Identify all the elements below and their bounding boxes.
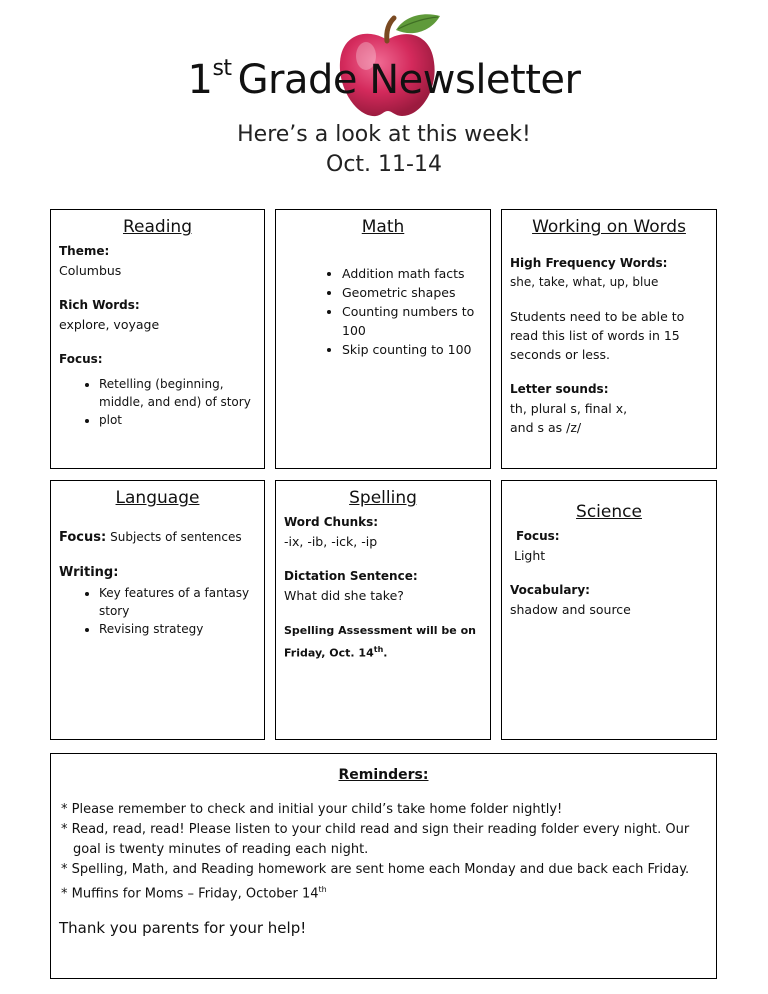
subtitle-line: Here’s a look at this week! <box>237 122 531 147</box>
vocabulary-value: shadow and source <box>510 602 631 617</box>
word-chunks-label: Word Chunks: <box>284 515 379 529</box>
thanks-note: Thank you parents for your help! <box>59 919 307 938</box>
letter-sounds-line: th, plural s, final x, <box>510 401 628 416</box>
spelling-heading: Spelling <box>349 488 417 508</box>
words-note: Students need to be able to read this list of words in 15 seconds or less. <box>510 309 685 362</box>
list-item: • Counting numbers to 100 <box>342 302 478 340</box>
math-box <box>275 209 491 469</box>
science-box <box>501 480 717 740</box>
language-heading: Language <box>115 488 200 508</box>
list-item: • Addition math facts <box>342 264 478 283</box>
assessment-note: Spelling Assessment will be on Friday, Oct. 14th. <box>284 624 476 660</box>
newsletter-title: 1st Grade Newsletter <box>187 56 581 103</box>
writing-label: Writing: <box>59 565 119 580</box>
dictation-label: Dictation Sentence: <box>284 569 418 583</box>
high-frequency-value: she, take, what, up, blue <box>510 275 659 289</box>
reminders-heading: Reminders: <box>338 767 429 783</box>
reminders-box <box>50 753 717 979</box>
high-frequency-label: High Frequency Words: <box>510 256 668 270</box>
math-heading: Math <box>361 217 405 237</box>
theme-label: Theme: <box>59 244 110 258</box>
reminder-item: * Spelling, Math, and Reading homework are sent home each Monday and due back each Friday. <box>61 862 690 877</box>
letter-sounds-label: Letter sounds: <box>510 382 609 396</box>
rich-words-value: explore, voyage <box>59 317 160 332</box>
subtitle <box>0 120 768 180</box>
vocabulary-label: Vocabulary: <box>510 583 590 597</box>
words-box <box>501 209 717 469</box>
dictation-value: What did she take? <box>284 588 404 603</box>
science-focus-value: Light <box>514 548 546 563</box>
list-item: • Key features of a fantasy story <box>99 584 256 620</box>
science-focus-label: Focus: <box>516 529 560 543</box>
list-item: • Revising strategy <box>99 620 256 638</box>
math-list <box>284 264 482 359</box>
reminder-item: * Please remember to check and initial your child’s take home folder nightly! <box>61 802 563 817</box>
letter-sounds-line: and s as /z/ <box>510 420 582 435</box>
list-item: • Geometric shapes <box>342 283 478 302</box>
list-item: • Skip counting to 100 <box>342 340 478 359</box>
list-item: • plot <box>99 411 256 429</box>
words-heading: Working on Words <box>532 217 686 237</box>
word-chunks-value: -ix, -ib, -ick, -ip <box>284 534 378 549</box>
language-focus-value: Subjects of sentences <box>110 530 242 544</box>
theme-value: Columbus <box>59 263 122 278</box>
reminder-item: * Read, read, read! Please listen to your child read and sign their reading folder every night. Our goal is twenty minutes of reading each night. <box>61 822 690 857</box>
writing-list <box>59 584 256 638</box>
rich-words-label: Rich Words: <box>59 298 140 312</box>
spelling-box <box>275 480 491 740</box>
language-box <box>50 480 265 740</box>
list-item: • Retelling (beginning, middle, and end) of story <box>99 375 256 411</box>
reading-box <box>50 209 265 469</box>
date-range: Oct. 11-14 <box>326 152 442 177</box>
reading-focus-list <box>59 375 256 429</box>
science-heading: Science <box>576 502 642 522</box>
reminder-item: * Muffins for Moms – Friday, October 14th <box>61 885 327 902</box>
focus-label: Focus: <box>59 352 103 366</box>
reading-heading: Reading <box>122 217 192 237</box>
language-focus-label: Focus: <box>59 530 107 545</box>
